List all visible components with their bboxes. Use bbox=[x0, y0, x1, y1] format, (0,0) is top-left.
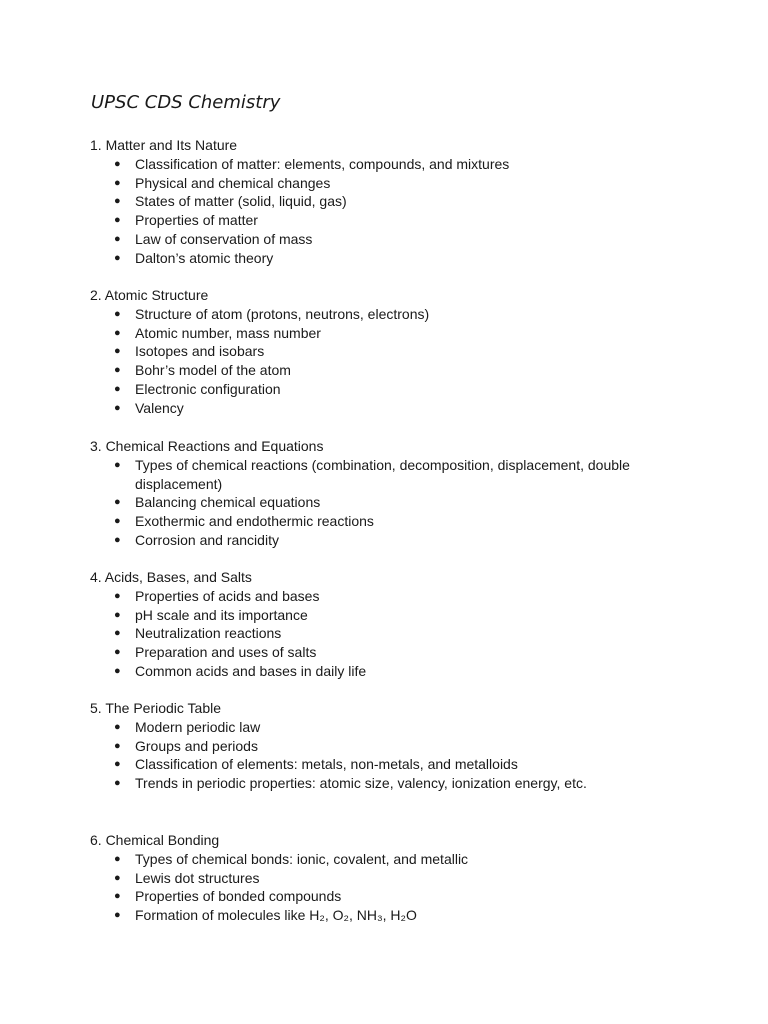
list-item bbox=[90, 718, 635, 737]
section-heading: 6. Chemical Bonding bbox=[90, 832, 220, 848]
list-item-text: Modern periodic law bbox=[135, 718, 261, 735]
list-item-text: Law of conservation of mass bbox=[135, 230, 313, 247]
bullet-icon: ● bbox=[114, 909, 121, 922]
list-item-text: Classification of elements: metals, non-metals, and metalloids bbox=[135, 756, 518, 773]
section-periodic-table bbox=[90, 699, 690, 793]
bullet-icon: ● bbox=[114, 307, 121, 320]
section-chemical-reactions bbox=[90, 437, 690, 550]
list-item-text: Properties of bonded compounds bbox=[135, 888, 342, 905]
topic-list bbox=[90, 718, 690, 793]
list-item bbox=[90, 774, 635, 793]
topic-list bbox=[90, 305, 690, 418]
list-item-text: Isotopes and isobars bbox=[135, 343, 265, 360]
bullet-icon: ● bbox=[114, 326, 121, 339]
section-acids-bases-salts bbox=[90, 568, 690, 681]
bullet-icon: ● bbox=[114, 232, 121, 245]
list-item bbox=[90, 361, 635, 380]
bullet-icon: ● bbox=[114, 664, 121, 677]
list-item-text: Trends in periodic properties: atomic size, valency, ionization energy, etc. bbox=[135, 775, 587, 792]
section-heading: 1. Matter and Its Nature bbox=[90, 137, 238, 153]
bullet-icon: ● bbox=[114, 777, 121, 790]
list-item bbox=[90, 850, 635, 869]
bullet-icon: ● bbox=[114, 382, 121, 395]
list-item bbox=[90, 737, 635, 756]
bullet-icon: ● bbox=[114, 739, 121, 752]
list-item-text: Lewis dot structures bbox=[135, 869, 260, 886]
list-item-text: Physical and chemical changes bbox=[135, 174, 331, 191]
list-item bbox=[90, 230, 635, 249]
list-item bbox=[90, 512, 635, 531]
section-heading: 2. Atomic Structure bbox=[90, 287, 209, 303]
topic-list bbox=[90, 587, 690, 681]
list-item-text: Types of chemical bonds: ionic, covalent, and metallic bbox=[135, 850, 469, 867]
list-item-text: Structure of atom (protons, neutrons, electrons) bbox=[135, 305, 430, 322]
list-item bbox=[90, 174, 635, 193]
list-item bbox=[90, 324, 635, 343]
list-item bbox=[90, 755, 635, 774]
list-item bbox=[90, 906, 635, 925]
list-item bbox=[90, 305, 635, 324]
list-item bbox=[90, 380, 635, 399]
document-title: UPSC CDS Chemistry bbox=[91, 92, 281, 113]
bullet-icon: ● bbox=[114, 720, 121, 733]
list-item-text: States of matter (solid, liquid, gas) bbox=[135, 193, 347, 210]
list-item bbox=[90, 249, 635, 268]
bullet-icon: ● bbox=[114, 401, 121, 414]
bullet-icon: ● bbox=[114, 589, 121, 602]
list-item bbox=[90, 211, 635, 230]
list-item-text: Bohr’s model of the atom bbox=[135, 362, 291, 379]
list-item-text: Types of chemical reactions (combination, decomposition, displacement, double displacement) bbox=[135, 456, 630, 492]
section-matter bbox=[90, 136, 690, 268]
list-item bbox=[90, 456, 635, 494]
list-item-text: Balancing chemical equations bbox=[135, 494, 321, 511]
section-heading: 4. Acids, Bases, and Salts bbox=[90, 569, 252, 585]
list-item-text: Electronic configuration bbox=[135, 380, 281, 397]
list-item bbox=[90, 493, 635, 512]
bullet-icon: ● bbox=[114, 345, 121, 358]
list-item-text: Formation of molecules like H₂, O₂, NH₃, H₂O bbox=[135, 907, 417, 924]
bullet-icon: ● bbox=[114, 890, 121, 903]
bullet-icon: ● bbox=[114, 251, 121, 264]
list-item-text: Properties of matter bbox=[135, 212, 258, 229]
bullet-icon: ● bbox=[114, 364, 121, 377]
section-heading: 3. Chemical Reactions and Equations bbox=[90, 438, 324, 454]
bullet-icon: ● bbox=[114, 758, 121, 771]
list-item bbox=[90, 606, 635, 625]
list-item-text: Preparation and uses of salts bbox=[135, 644, 317, 661]
bullet-icon: ● bbox=[114, 176, 121, 189]
list-item-text: Dalton’s atomic theory bbox=[135, 249, 274, 266]
list-item bbox=[90, 662, 635, 681]
topic-list bbox=[90, 850, 690, 925]
list-item-text: Exothermic and endothermic reactions bbox=[135, 513, 374, 530]
section-heading: 5. The Periodic Table bbox=[90, 700, 222, 716]
list-item bbox=[90, 869, 635, 888]
list-item-text: pH scale and its importance bbox=[135, 606, 308, 623]
list-item bbox=[90, 587, 635, 606]
list-item bbox=[90, 887, 635, 906]
list-item-text: Neutralization reactions bbox=[135, 625, 282, 642]
bullet-icon: ● bbox=[114, 157, 121, 170]
list-item-text: Properties of acids and bases bbox=[135, 587, 320, 604]
list-item-text: Valency bbox=[135, 399, 184, 416]
list-item-text: Corrosion and rancidity bbox=[135, 531, 279, 548]
bullet-icon: ● bbox=[114, 533, 121, 546]
list-item bbox=[90, 624, 635, 643]
list-item-text: Classification of matter: elements, compounds, and mixtures bbox=[135, 155, 510, 172]
list-item bbox=[90, 643, 635, 662]
bullet-icon: ● bbox=[114, 515, 121, 528]
bullet-icon: ● bbox=[114, 627, 121, 640]
section-chemical-bonding bbox=[90, 831, 690, 925]
bullet-icon: ● bbox=[114, 458, 121, 471]
list-item-text: Common acids and bases in daily life bbox=[135, 662, 367, 679]
list-item bbox=[90, 531, 635, 550]
list-item bbox=[90, 399, 635, 418]
bullet-icon: ● bbox=[114, 214, 121, 227]
list-item-text: Groups and periods bbox=[135, 737, 258, 754]
list-item bbox=[90, 192, 635, 211]
bullet-icon: ● bbox=[114, 496, 121, 509]
bullet-icon: ● bbox=[114, 852, 121, 865]
list-item-text: Atomic number, mass number bbox=[135, 324, 321, 341]
section-atomic-structure bbox=[90, 286, 690, 418]
list-item bbox=[90, 342, 635, 361]
bullet-icon: ● bbox=[114, 871, 121, 884]
bullet-icon: ● bbox=[114, 608, 121, 621]
topic-list bbox=[90, 155, 690, 268]
bullet-icon: ● bbox=[114, 646, 121, 659]
bullet-icon: ● bbox=[114, 195, 121, 208]
topic-list bbox=[90, 456, 690, 550]
list-item bbox=[90, 155, 635, 174]
